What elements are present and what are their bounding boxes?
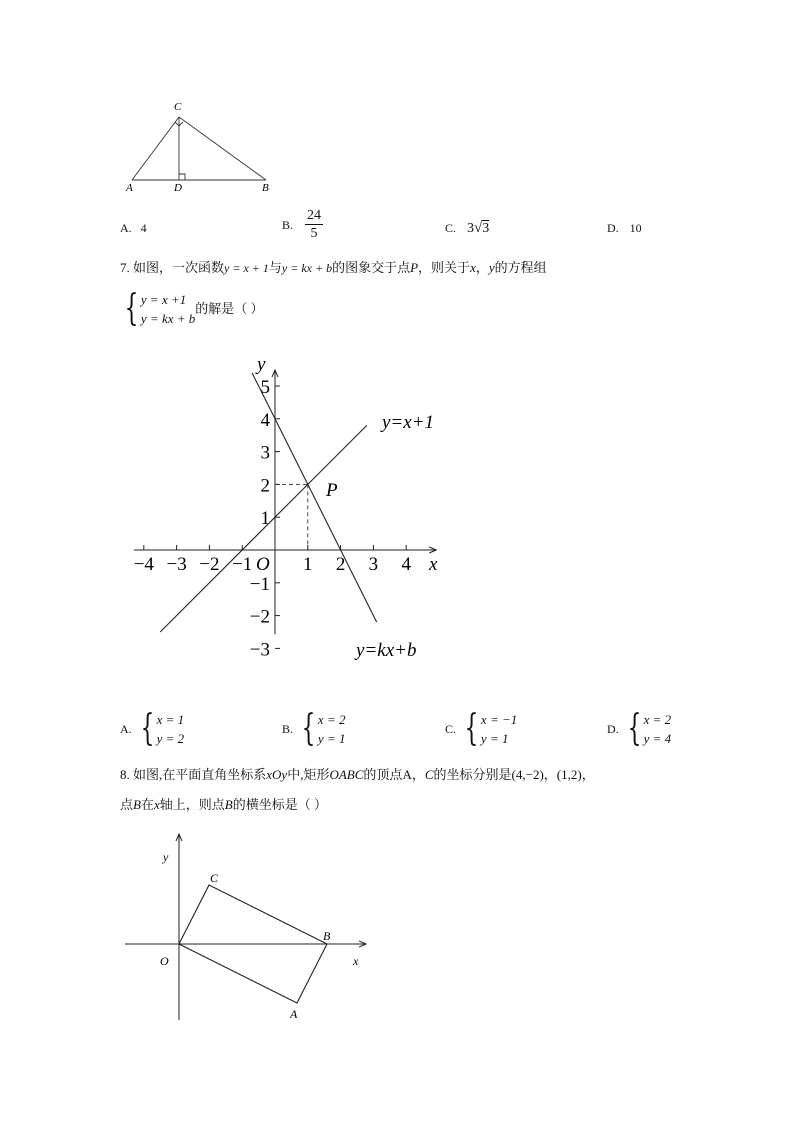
sqrt-icon: √ [474, 220, 483, 236]
label-d: D [174, 182, 182, 194]
equation-system: { y = x +1 y = kx + b [124, 288, 196, 329]
x-tick-label: 1 [303, 554, 313, 575]
x-tick-label: 4 [401, 554, 411, 575]
origin-label: O [256, 554, 270, 575]
x-tick-label: 2 [335, 554, 346, 575]
line2-label: y=kx+b [356, 640, 417, 661]
x-tick-label: −3 [166, 554, 187, 575]
label-c: C [174, 101, 182, 113]
y-tick-label: 2 [260, 475, 270, 497]
q7-option-c[interactable]: C. { x = −1 y = 1 [445, 708, 518, 749]
q7-option-a[interactable]: A. { x = 1 y = 2 [120, 708, 185, 749]
label-o: O [160, 954, 169, 968]
label-x: x [353, 954, 359, 968]
label-a: A [126, 182, 133, 194]
point-p-label: P [326, 480, 338, 501]
q7-graph [120, 350, 460, 680]
rect-figure [120, 820, 380, 1030]
line1-label: y=x+1 [382, 412, 435, 433]
y-tick-label: −2 [249, 606, 270, 628]
label-b: B [262, 182, 269, 194]
fraction: $\frac{24}{5}$ [307, 208, 322, 241]
series-line-y-kx-plus-b [249, 373, 377, 622]
triangle-figure [120, 96, 280, 196]
label-c: C [210, 871, 219, 885]
q6-option-b[interactable]: B. $\frac{24}{5}$ [282, 208, 322, 241]
x-axis-label: x [429, 554, 438, 575]
label-a: A [290, 1007, 298, 1021]
y-tick-label: 4 [260, 409, 270, 431]
y-tick-label: −3 [249, 639, 270, 661]
label-b: B [323, 929, 331, 943]
q6-option-c[interactable]: C. 3√3 [445, 220, 490, 236]
q7-stem: 7. 如图，一次函数y = x + 1与y = kx + b的图象交于点P，则关于x，y的方程组 [120, 260, 547, 275]
y-tick-label: 5 [260, 377, 270, 398]
x-tick-label: −1 [232, 554, 253, 575]
q8-stem-line2: 点B在x轴上，则点B的横坐标是（ ） [120, 797, 327, 812]
y-tick-label: 3 [260, 442, 270, 464]
q7-option-b[interactable]: B. { x = 2 y = 1 [282, 708, 346, 749]
y-tick-label: 1 [260, 508, 270, 530]
q6-option-a[interactable]: A. 4 [120, 221, 147, 235]
x-tick-label: −2 [199, 554, 220, 575]
q8-stem-line1: 8. 如图,在平面直角坐标系xOy中,矩形OABC的顶点A，C的坐标分别是(4,−2)，(1,2)， [120, 767, 595, 782]
x-tick-label: −4 [133, 554, 154, 575]
x-tick-label: 3 [368, 554, 379, 575]
q7-option-d[interactable]: D. { x = 2 y = 4 [607, 708, 672, 749]
label-y: y [163, 850, 169, 864]
q6-option-d[interactable]: D. 10 [607, 221, 642, 235]
y-axis-label: y [257, 354, 266, 375]
y-tick-label: −1 [249, 573, 270, 595]
q7-system-line: { y = x +1 y = kx + b 的解是（ ） [120, 290, 264, 328]
